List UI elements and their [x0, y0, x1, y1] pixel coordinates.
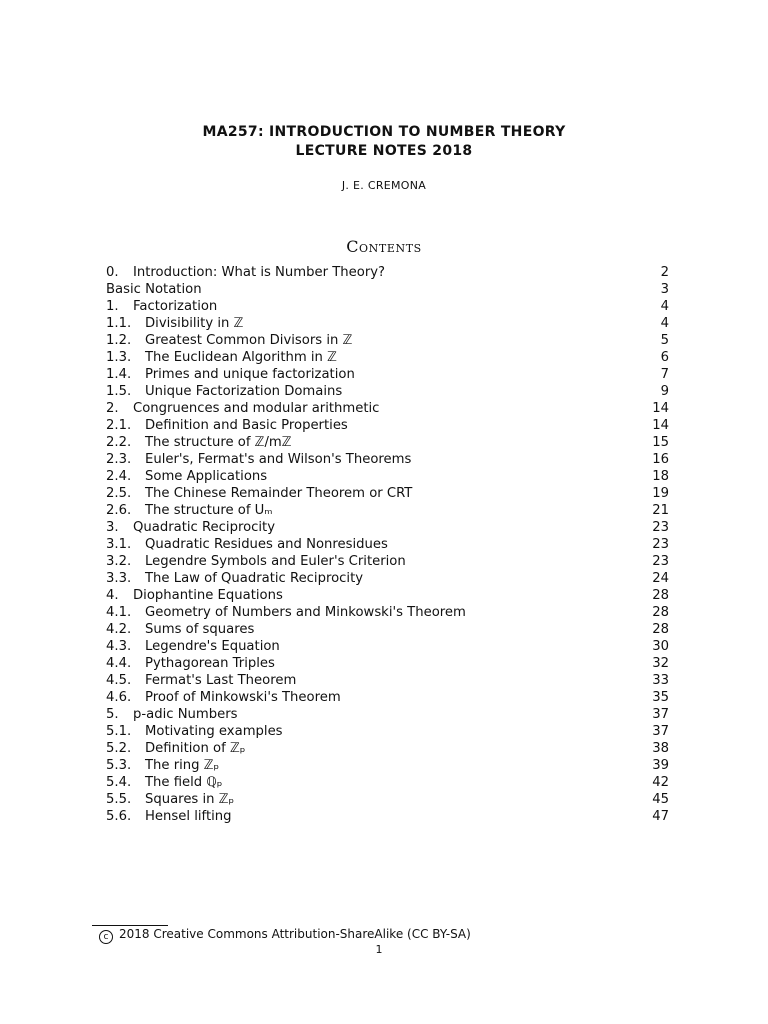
toc-entry-number: 4.4.	[106, 656, 132, 671]
toc-entry-number: 5.	[106, 707, 119, 722]
toc-entry[interactable]	[106, 281, 669, 298]
toc-entry-title: Introduction: What is Number Theory?	[133, 265, 386, 280]
toc-entry[interactable]	[106, 536, 669, 553]
toc-entry-page: 9	[660, 384, 669, 399]
toc-entry-page: 6	[660, 350, 669, 365]
toc-entry[interactable]	[106, 315, 669, 332]
toc-entry[interactable]	[106, 553, 669, 570]
toc-entry[interactable]	[106, 519, 669, 536]
toc-entry-number: 5.6.	[106, 809, 132, 824]
toc-entry[interactable]	[106, 451, 669, 468]
toc-entry-title: Quadratic Reciprocity	[133, 520, 276, 535]
toc-entry-page: 18	[652, 469, 669, 484]
toc-entry-page: 21	[652, 503, 669, 518]
toc-entry[interactable]	[106, 383, 669, 400]
toc-entry-title: Motivating examples	[145, 724, 283, 739]
toc-entry-page: 5	[660, 333, 669, 348]
toc-entry-number: 1.5.	[106, 384, 132, 399]
toc-entry-title: Definition and Basic Properties	[145, 418, 348, 433]
toc-entry[interactable]	[106, 757, 669, 774]
toc-entry-page: 19	[652, 486, 669, 501]
toc-entry-title: Some Applications	[145, 469, 268, 484]
toc-entry-title: Hensel lifting	[145, 809, 232, 824]
toc-entry-page: 16	[652, 452, 669, 467]
toc-entry-number: 3.1.	[106, 537, 132, 552]
toc-entry[interactable]	[106, 740, 669, 757]
author-name: J. E. CREMONA	[341, 179, 427, 192]
toc-entry-title: Divisibility in ℤ	[145, 316, 244, 331]
toc-entry-number: 2.3.	[106, 452, 132, 467]
toc-entry-number: 4.	[106, 588, 119, 603]
toc-entry[interactable]	[106, 502, 669, 519]
table-of-contents	[106, 264, 669, 825]
toc-entry-title: Quadratic Residues and Nonresidues	[145, 537, 388, 552]
toc-entry-title: Squares in ℤₚ	[145, 792, 235, 807]
toc-entry-page: 47	[652, 809, 669, 824]
toc-entry-number: 4.3.	[106, 639, 132, 654]
toc-entry-page: 45	[652, 792, 669, 807]
toc-entry[interactable]	[106, 570, 669, 587]
toc-entry-number: 1.1.	[106, 316, 132, 331]
toc-entry[interactable]	[106, 434, 669, 451]
toc-entry-number: 5.4.	[106, 775, 132, 790]
toc-entry-page: 14	[652, 418, 669, 433]
footnote-rule	[92, 925, 168, 926]
toc-entry-number: 2.5.	[106, 486, 132, 501]
toc-entry[interactable]	[106, 298, 669, 315]
toc-entry-number: 1.3.	[106, 350, 132, 365]
toc-entry-number: 0.	[106, 265, 119, 280]
toc-entry-page: 37	[652, 724, 669, 739]
toc-entry-page: 37	[652, 707, 669, 722]
toc-entry-page: 14	[652, 401, 669, 416]
toc-entry[interactable]	[106, 604, 669, 621]
contents-heading: Contents	[346, 237, 422, 256]
toc-entry-number: 1.	[106, 299, 119, 314]
toc-entry-title: Fermat's Last Theorem	[145, 673, 297, 688]
toc-entry-page: 2	[660, 265, 669, 280]
toc-entry-title: Sums of squares	[145, 622, 255, 637]
toc-entry-page: 38	[652, 741, 669, 756]
document-title-line-1: MA257: INTRODUCTION TO NUMBER THEORY	[202, 124, 566, 140]
toc-entry-title: Primes and unique factorization	[145, 367, 355, 382]
copyright-icon: c	[99, 930, 113, 944]
toc-entry[interactable]	[106, 400, 669, 417]
toc-entry-title: The ring ℤₚ	[145, 758, 220, 773]
toc-entry[interactable]	[106, 689, 669, 706]
toc-entry-number: 3.3.	[106, 571, 132, 586]
toc-entry-page: 23	[652, 537, 669, 552]
toc-entry-number: 3.	[106, 520, 119, 535]
toc-entry-page: 23	[652, 554, 669, 569]
toc-entry-title: p-adic Numbers	[133, 707, 238, 722]
toc-entry-number: 2.4.	[106, 469, 132, 484]
toc-entry-page: 4	[660, 299, 669, 314]
toc-entry-title: Greatest Common Divisors in ℤ	[145, 333, 353, 348]
toc-entry[interactable]	[106, 264, 669, 281]
toc-entry[interactable]	[106, 706, 669, 723]
toc-entry[interactable]	[106, 587, 669, 604]
toc-entry-page: 42	[652, 775, 669, 790]
toc-entry-number: 4.2.	[106, 622, 132, 637]
toc-entry-title: The structure of Uₘ	[145, 503, 273, 518]
toc-entry-page: 24	[652, 571, 669, 586]
toc-entry-number: 2.	[106, 401, 119, 416]
page-number: 1	[375, 943, 383, 956]
toc-entry-page: 4	[660, 316, 669, 331]
toc-entry-number: 3.2.	[106, 554, 132, 569]
toc-entry-page: 7	[660, 367, 669, 382]
toc-entry[interactable]	[106, 621, 669, 638]
toc-entry-page: 3	[660, 282, 669, 297]
toc-entry-page: 15	[652, 435, 669, 450]
toc-entry-page: 32	[652, 656, 669, 671]
toc-entry-title: The field ℚₚ	[145, 775, 223, 790]
toc-entry-number: 5.5.	[106, 792, 132, 807]
toc-entry-number: 4.6.	[106, 690, 132, 705]
toc-entry[interactable]	[106, 468, 669, 485]
toc-entry-number: 1.2.	[106, 333, 132, 348]
toc-entry[interactable]	[106, 791, 669, 808]
toc-entry-title: The Law of Quadratic Reciprocity	[145, 571, 364, 586]
toc-entry-title: The Euclidean Algorithm in ℤ	[145, 350, 337, 365]
toc-entry-title: Unique Factorization Domains	[145, 384, 343, 399]
copyright-text: 2018 Creative Commons Attribution-ShareAlike (CC BY-SA)	[119, 927, 471, 941]
toc-entry-title: Legendre Symbols and Euler's Criterion	[145, 554, 406, 569]
toc-entry-title: Pythagorean Triples	[145, 656, 275, 671]
toc-entry-page: 28	[652, 588, 669, 603]
toc-entry[interactable]	[106, 349, 669, 366]
toc-entry-title: Definition of ℤₚ	[145, 741, 246, 756]
toc-entry-page: 28	[652, 605, 669, 620]
toc-entry-title: Factorization	[133, 299, 218, 314]
toc-entry[interactable]	[106, 655, 669, 672]
toc-entry-number: 4.5.	[106, 673, 132, 688]
toc-entry[interactable]	[106, 332, 669, 349]
document-title-line-2: LECTURE NOTES 2018	[295, 143, 473, 159]
toc-entry-title: Legendre's Equation	[145, 639, 280, 654]
toc-entry-page: 39	[652, 758, 669, 773]
toc-entry-title: Geometry of Numbers and Minkowski's Theorem	[145, 605, 466, 620]
toc-entry-title: Proof of Minkowski's Theorem	[145, 690, 341, 705]
toc-entry-number: 2.1.	[106, 418, 132, 433]
toc-entry[interactable]	[106, 723, 669, 740]
toc-entry-title: Diophantine Equations	[133, 588, 283, 603]
toc-entry-number: 5.1.	[106, 724, 132, 739]
toc-entry-number: 5.3.	[106, 758, 132, 773]
toc-entry[interactable]	[106, 808, 669, 825]
toc-entry-page: 30	[652, 639, 669, 654]
toc-entry[interactable]	[106, 366, 669, 383]
toc-entry-number: 1.4.	[106, 367, 132, 382]
toc-entry-number: 4.1.	[106, 605, 132, 620]
toc-entry-title: Euler's, Fermat's and Wilson's Theorems	[145, 452, 412, 467]
toc-entry-title: Congruences and modular arithmetic	[133, 401, 380, 416]
toc-entry-page: 35	[652, 690, 669, 705]
toc-entry-number: 2.2.	[106, 435, 132, 450]
copyright-footnote	[92, 927, 471, 944]
toc-entry[interactable]	[106, 417, 669, 434]
toc-entry-page: 28	[652, 622, 669, 637]
toc-entry-number: 5.2.	[106, 741, 132, 756]
toc-entry-page: 23	[652, 520, 669, 535]
toc-entry-page: 33	[652, 673, 669, 688]
toc-entry-title: Basic Notation	[106, 282, 202, 297]
toc-entry[interactable]	[106, 485, 669, 502]
toc-entry-title: The structure of ℤ/mℤ	[145, 435, 292, 450]
toc-entry-number: 2.6.	[106, 503, 132, 518]
toc-entry[interactable]	[106, 774, 669, 791]
toc-entry[interactable]	[106, 638, 669, 655]
toc-entry[interactable]	[106, 672, 669, 689]
toc-entry-title: The Chinese Remainder Theorem or CRT	[145, 486, 413, 501]
